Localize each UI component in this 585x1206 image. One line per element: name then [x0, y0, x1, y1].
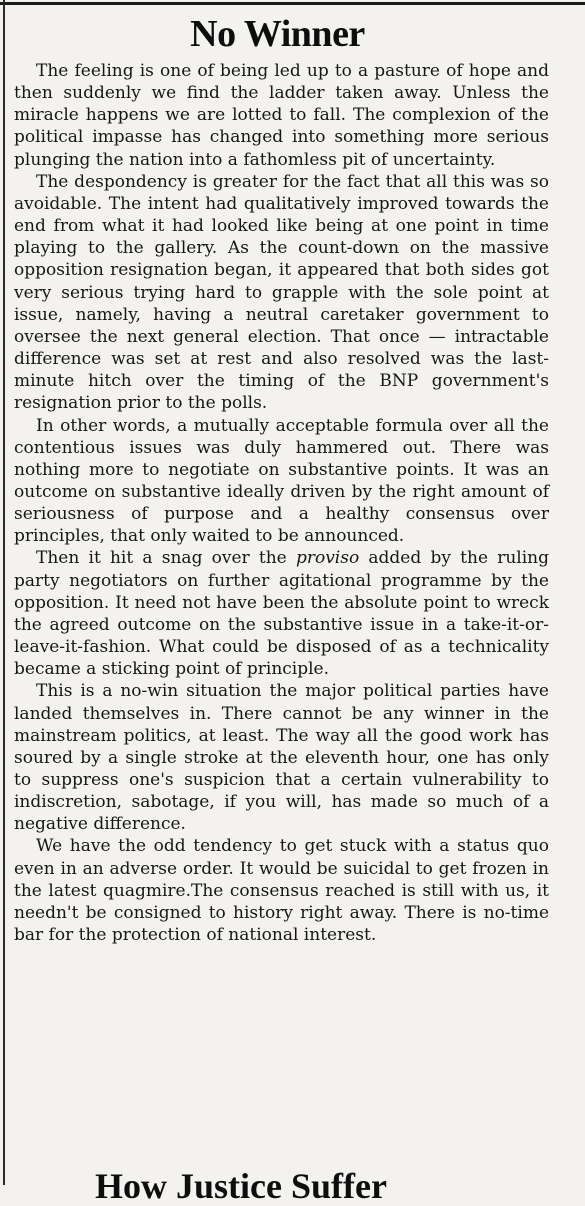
next-article-headline: How Justice Suffer: [95, 1166, 387, 1206]
paragraph-4: [14, 547, 549, 680]
paragraph-4-text-end: added by the ruling party negotiators on further agitational programme by the opposition. It need not have been the absolute point to wreck the agreed outcome on the substantive issue in a take-it-or-leave-it-fashion. What could be disposed of as a technicality became a sticking point of principle.: [14, 548, 549, 680]
top-rule: [0, 2, 585, 5]
paragraph-5: This is a no-win situation the major political parties have landed themselves in. There cannot be any winner in the mainstream politics, at least. The way all the good work has soured by a single stroke at the eleventh hour, one has only to suppress one's suspicion that a certain vulnerability to indiscretion, sabotage, if you will, has made so much of a negative difference.: [14, 681, 549, 835]
column-rule: [3, 0, 5, 1185]
paragraph-2: The despondency is greater for the fact that all this was so avoidable. The intent had qualitatively improved towards the end from what it had looked like being at one point in time playing to the gallery. As the count-down on the massive opposition resignation began, it appeared that both sides got very serious trying hard to grapple with the sole point at issue, namely, having a neutral caretaker government to oversee the next general election. That once — intractable difference was set at rest and also resolved was the last-minute hitch over the timing of the BNP government's resignation prior to the polls.: [14, 171, 549, 414]
article-body: [14, 60, 549, 946]
paragraph-4-emphasis: proviso: [295, 548, 360, 569]
paragraph-4-text-start: Then it hit a snag over the: [36, 548, 296, 569]
article-headline: No Winner: [190, 13, 365, 55]
paragraph-1: The feeling is one of being led up to a pasture of hope and then suddenly we find the ladder taken away. Unless the miracle happens we are lotted to fall. The complexion of the political impasse has changed into something more serious plunging the nation into a fathomless pit of uncertainty.: [14, 61, 549, 170]
paragraph-3: In other words, a mutually acceptable formula over all the contentious issues was duly hammered out. There was nothing more to negotiate on substantive points. It was an outcome on substantive ideally driven by the right amount of seriousness of purpose and a healthy consensus over principles, that only waited to be announced.: [14, 415, 549, 547]
paragraph-6: We have the odd tendency to get stuck with a status quo even in an adverse order. It would be suicidal to get frozen in the latest quagmire.The consensus reached is still with us, it needn't be consigned to history right away. There is no-time bar for the protection of national interest.: [14, 836, 549, 946]
